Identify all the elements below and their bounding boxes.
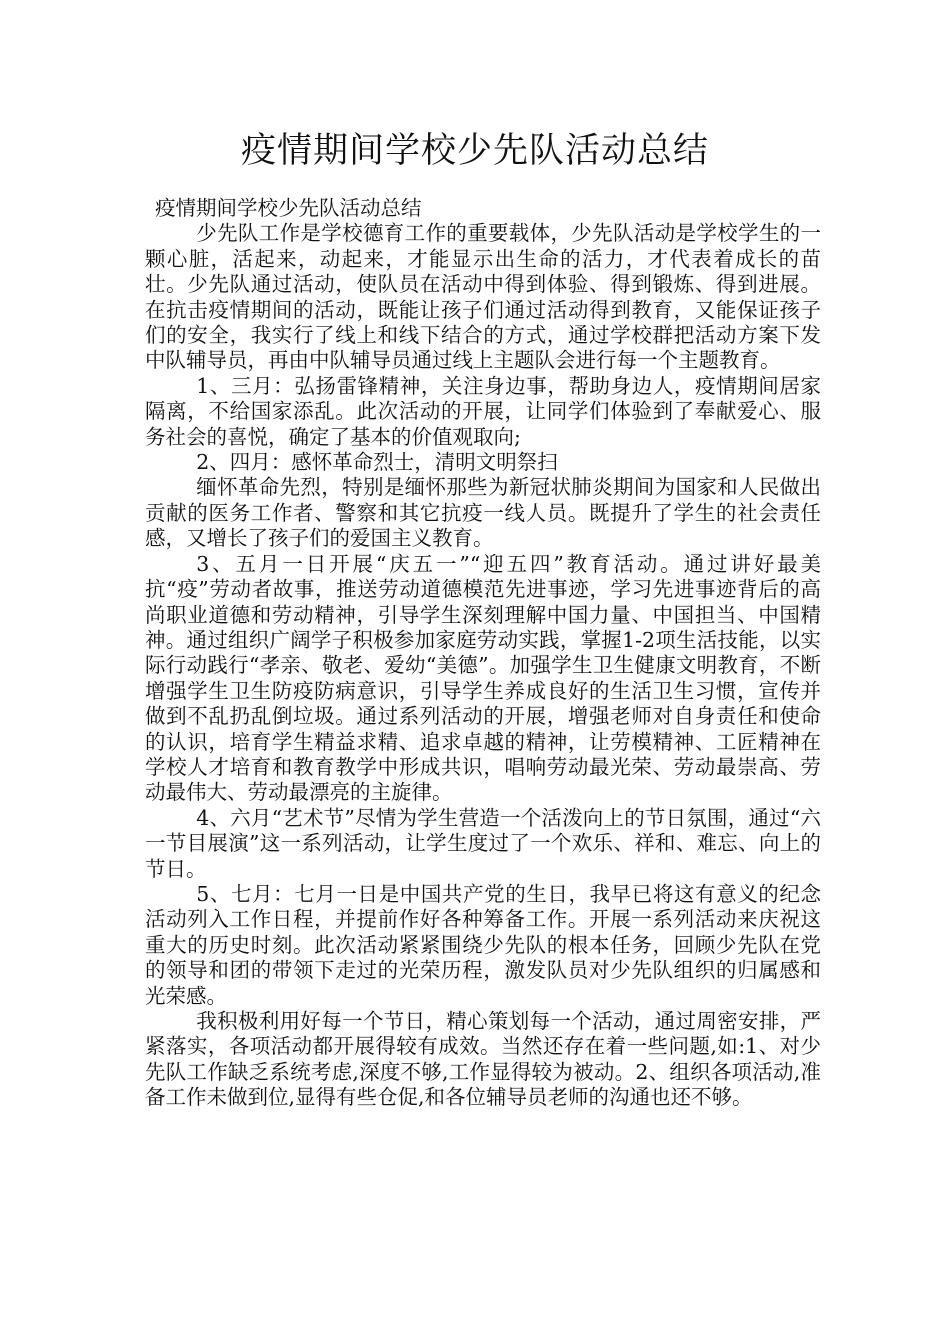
document-body xyxy=(145,196,821,1111)
paragraph-june: 4、六月“艺术节”尽情为学生营造一个活泼向上的节日氛围，通过“六一节目展演”这一系列活动，让学生度过了一个欢乐、祥和、难忘、向上的节日。 xyxy=(145,805,821,881)
paragraph-july: 5、七月：七月一日是中国共产党的生日，我早已将这有意义的纪念活动列入工作日程，并提前作好各种筹备工作。开展一系列活动来庆祝这重大的历史时刻。此次活动紧紧围绕少先队的根本任务，回顾少先队在党的领导和团的带领下走过的光荣历程，激发队员对少先队组织的归属感和光荣感。 xyxy=(145,881,821,1008)
document-title: 疫情期间学校少先队活动总结 xyxy=(240,131,709,171)
document-subtitle: 疫情期间学校少先队活动总结 xyxy=(155,196,422,220)
paragraph-march: 1、三月：弘扬雷锋精神，关注身边事，帮助身边人，疫情期间居家隔离，不给国家添乱。此次活动的开展，让同学们体验到了奉献爱心、服务社会的喜悦，确定了基本的价值观取向; xyxy=(145,373,821,449)
paragraph-conclusion: 我积极利用好每一个节日，精心策划每一个活动，通过周密安排，严紧落实，各项活动都开展得较有成效。当然还存在着一些问题,如:1、对少先队工作缺乏系统考虑,深度不够,工作显得较为被动。2、组织各项活动,准备工作未做到位,显得有些仓促,和各位辅导员老师的沟通也还不够。 xyxy=(145,1009,821,1110)
paragraph-april-heading: 2、四月：感怀革命烈士，清明文明祭扫 xyxy=(196,450,558,475)
paragraph-april: 缅怀革命先烈，特别是缅怀那些为新冠状肺炎期间为国家和人民做出贡献的医务工作者、警察和其它抗疫一线人员。既提升了学生的社会责任感，又增长了孩子们的爱国主义教育。 xyxy=(145,475,821,551)
paragraph-intro: 少先队工作是学校德育工作的重要载体，少先队活动是学校学生的一颗心脏，活起来，动起来，才能显示出生命的活力，才代表着成长的苗壮。少先队通过活动，使队员在活动中得到体验、得到锻炼、得到进展。在抗击疫情期间的活动，既能让孩子们通过活动得到教育，又能保证孩子们的安全，我实行了线上和线下结合的方式，通过学校群把活动方案下发中队辅导员，再由中队辅导员通过线上主题队会进行每一个主题教育。 xyxy=(145,221,821,373)
paragraph-may: 3、五月一日开展“庆五一”“迎五四”教育活动。通过讲好最美抗“疫”劳动者故事，推送劳动道德模范先进事迹，学习先进事迹背后的高尚职业道德和劳动精神，引导学生深刻理解中国力量、中国担当、中国精神。通过组织广阔学子积极参加家庭劳动实践，掌握1-2项生活技能，以实际行动践行“孝亲、敬老、爱幼“美德”。加强学生卫生健康文明教育，不断增强学生卫生防疫防病意识，引导学生养成良好的生活卫生习惯，宣传并做到不乱扔乱倒垃圾。通过系列活动的开展，增强老师对自身责任和使命的认识，培育学生精益求精、追求卓越的精神，让劳模精神、工匠精神在学校人才培育和教育教学中形成共识，唱响劳动最光荣、劳动最崇高、劳动最伟大、劳动最漂亮的主旋律。 xyxy=(145,551,821,805)
